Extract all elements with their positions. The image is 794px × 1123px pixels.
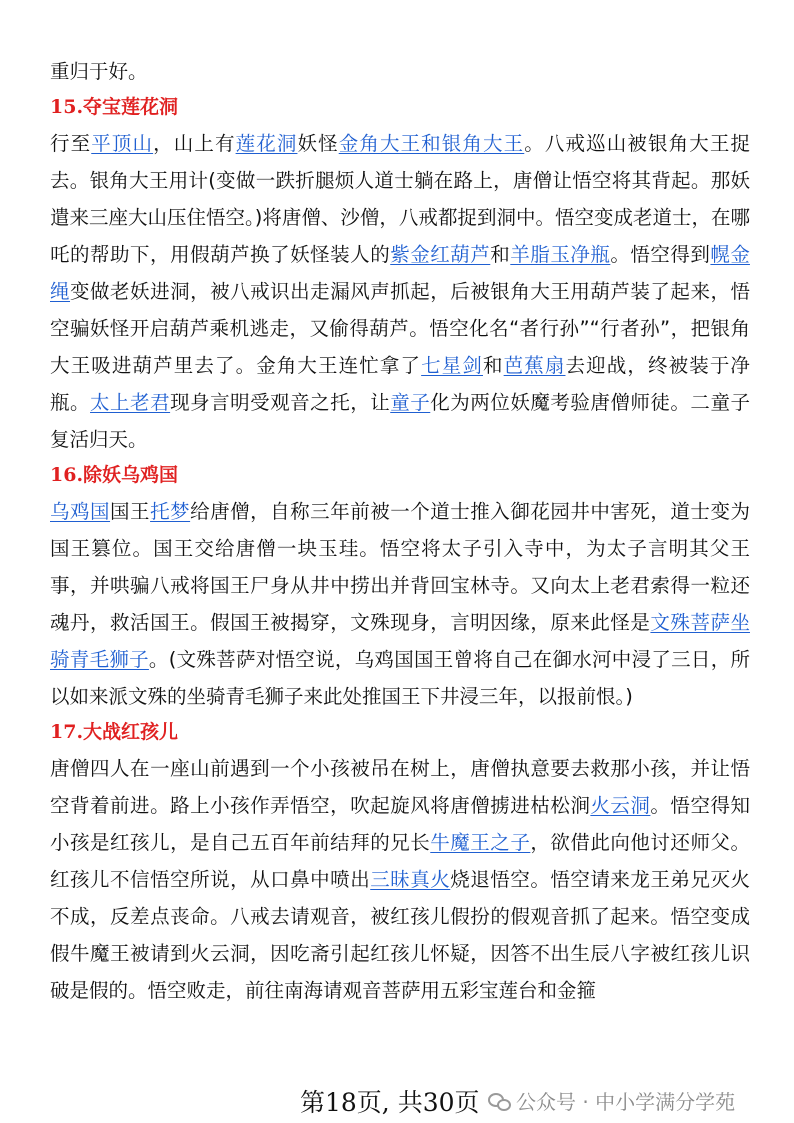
term-link[interactable]: 文殊菩萨坐骑青毛狮子 [50, 611, 750, 671]
term-link[interactable]: 幌金绳 [50, 243, 750, 303]
text-run: 和 [490, 243, 511, 266]
term-link[interactable]: 平顶山 [91, 132, 154, 155]
text-run: 现身言明受观音之托，让 [170, 391, 391, 414]
text-run: ，山上有 [153, 132, 236, 155]
term-link[interactable]: 七星剑 [421, 354, 483, 377]
section-heading: 16.除妖乌鸡国 [50, 464, 179, 486]
term-link[interactable]: 莲花洞 [235, 132, 298, 155]
text-run: 。(文殊菩萨对悟空说，乌鸡国国王曾将自己在御水河中浸了三日，所以如来派文殊的坐骑青毛狮子来此处推国王下井浸三年，以报前恨。) [50, 648, 750, 708]
wechat-icon [488, 1092, 510, 1110]
text-run: 去迎战，终被装于净瓶。 [50, 354, 750, 414]
text-run: 给唐僧，自称三年前被一个道士推入御花园井中害死，道士变为国王篡位。国王交给唐僧一块玉珪。悟空将太子引入寺中，为太子言明其父王事，并哄骗八戒将国王尸身从井中捞出并背回宝林寺。又向太上老君索得一粒还魂丹，救活国王。假国王被揭穿，文殊现身，言明因缘，原来此怪是 [50, 500, 750, 634]
text-run: 。八戒巡山被银角大王捉去。银角大王用计(变做一跌折腿烦人道士躺在路上，唐僧让悟空将其背起。那妖遣来三座大山压住悟空。)将唐僧、沙僧，八戒都捉到洞中。悟空变成老道士，在哪吒的帮助下，用假葫芦换了妖怪装人的 [50, 132, 750, 266]
text-run: 变做老妖进洞，被八戒识出走漏风声抓起，后被银角大王用葫芦装了起来，悟空骗妖怪开启葫芦乘机逃走，又偷得葫芦。悟空化名“者行孙”“行者孙”，把银角大王吸进葫芦里去了。金角大王连忙拿了 [50, 280, 750, 377]
text-run: 行至 [50, 132, 92, 155]
term-link[interactable]: 童子 [390, 391, 431, 414]
body-paragraph [50, 750, 750, 1009]
term-link[interactable]: 牛魔王之子 [430, 831, 531, 854]
watermark [488, 1086, 735, 1115]
body-paragraph [50, 125, 750, 458]
term-link[interactable]: 金角大王和银角大王 [338, 132, 525, 155]
text-run: 重归于好。 [50, 60, 148, 83]
text-run: ，欲借此向他讨还师父。红孩儿不信悟空所说，从口鼻中喷出 [50, 831, 750, 891]
text-run: 国王 [110, 500, 151, 523]
text-run: 。悟空得到 [610, 243, 711, 266]
page-number: 第18页, 共30页 [300, 1088, 480, 1117]
text-run: 妖怪 [297, 132, 339, 155]
term-link[interactable]: 太上老君 [90, 391, 171, 414]
body-paragraph [50, 493, 750, 715]
term-link[interactable]: 芭蕉扇 [503, 354, 566, 377]
text-run: 和 [483, 354, 504, 377]
term-link[interactable]: 乌鸡国 [50, 500, 111, 523]
watermark-text: 公众号 · 中小学满分学苑 [516, 1090, 736, 1114]
document-body [50, 53, 750, 1009]
page-footer [0, 1083, 794, 1123]
term-link[interactable]: 三昧真火 [370, 868, 451, 891]
section-heading: 17.大战红孩儿 [50, 721, 179, 743]
text-run: 化为两位妖魔考验唐僧师徒。二童子复活归天。 [50, 391, 750, 451]
text-run: 。悟空得知小孩是红孩儿，是自己五百年前结拜的兄长 [50, 794, 750, 854]
term-link[interactable]: 托梦 [150, 500, 191, 523]
term-link[interactable]: 羊脂玉净瓶 [510, 243, 611, 266]
term-link[interactable]: 紫金红葫芦 [390, 243, 491, 266]
text-run: 唐僧四人在一座山前遇到一个小孩被吊在树上，唐僧执意要去救那小孩，并让悟空背着前进。路上小孩作弄悟空，吹起旋风将唐僧掳进枯松涧 [50, 757, 750, 817]
text-run: 烧退悟空。悟空请来龙王弟兄灭火不成，反差点丧命。八戒去请观音，被红孩儿假扮的假观音抓了起来。悟空变成假牛魔王被请到火云洞，因吃斋引起红孩儿怀疑，因答不出生辰八字被红孩儿识破是假的。悟空败走，前往南海请观音菩萨用五彩宝莲台和金箍 [50, 868, 750, 1002]
section-heading: 15.夺宝莲花洞 [50, 96, 179, 118]
term-link[interactable]: 火云洞 [590, 794, 651, 817]
body-paragraph [50, 53, 750, 90]
